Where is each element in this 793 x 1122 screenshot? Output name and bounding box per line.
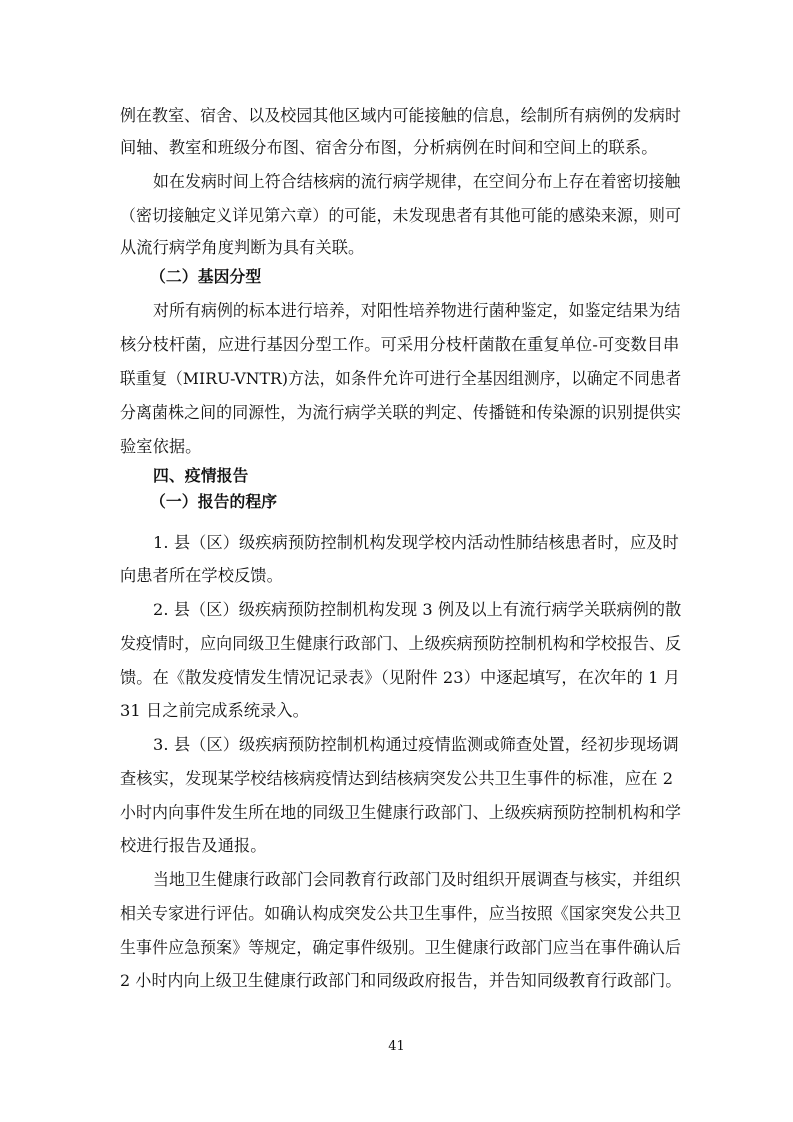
body-line: 例在教室、宿舍、以及校园其他区域内可能接触的信息，绘制所有病例的发病时 [120, 106, 682, 125]
body-line: 校进行报告及通报。 [120, 836, 267, 855]
body-line: 验室依据。 [120, 437, 202, 456]
section-heading: （一）报告的程序 [150, 492, 278, 511]
body-line: 2. 县（区）级疾病预防控制机构发现 3 例及以上有流行病学关联病例的散 [153, 600, 682, 619]
body-line: 2 小时内向上级卫生健康行政部门和同级政府报告，并告知同级教育行政部门。 [120, 971, 682, 990]
body-line: 如在发病时间上符合结核病的流行病学规律，在空间分布上存在着密切接触 [153, 172, 681, 191]
body-line: 从流行病学角度判断为具有关联。 [120, 238, 365, 257]
body-line: 联重复（MIRU-VNTR)方法，如条件允许可进行全基因组测序，以确定不同患者 [120, 369, 682, 388]
body-line: 馈。在《散发疫情发生情况记录表》（见附件 23）中逐起填写，在次年的 1 月 [120, 668, 681, 687]
section-heading: （二）基因分型 [150, 267, 262, 286]
body-line: 间轴、教室和班级分布图、宿舍分布图，分析病例在时间和空间上的联系。 [120, 138, 658, 157]
body-line: 发疫情时，应向同级卫生健康行政部门、上级疾病预防控制机构和学校报告、反 [120, 634, 682, 653]
chapter-heading: 四、疫情报告 [153, 466, 249, 485]
body-line: 3. 县（区）级疾病预防控制机构通过疫情监测或筛查处置，经初步现场调 [153, 735, 679, 754]
body-line: 向患者所在学校反馈。 [120, 566, 283, 585]
body-line: 对所有病例的标本进行培养，对阳性培养物进行菌种鉴定，如鉴定结果为结 [153, 301, 681, 320]
body-line: 生事件应急预案》等规定，确定事件级别。卫生健康行政部门应当在事件确认后 [120, 938, 682, 957]
body-line: 分离菌株之间的同源性，为流行病学关联的判定、传播链和传染源的识别提供实 [120, 403, 682, 422]
body-line: 小时内向事件发生所在地的同级卫生健康行政部门、上级疾病预防控制机构和学 [120, 803, 682, 822]
body-line: （密切接触定义详见第六章）的可能，未发现患者有其他可能的感染来源，则可 [120, 206, 682, 225]
body-line: 1. 县（区）级疾病预防控制机构发现学校内活动性肺结核患者时，应及时 [153, 533, 679, 552]
body-line: 相关专家进行评估。如确认构成突发公共卫生事件，应当按照《国家突发公共卫 [120, 904, 682, 923]
body-line: 核分枝杆菌，应进行基因分型工作。可采用分枝杆菌散在重复单位-可变数目串 [120, 335, 680, 354]
page-number: 41 [388, 1039, 405, 1054]
body-line: 31 日之前完成系统录入。 [120, 701, 309, 720]
body-line: 当地卫生健康行政部门会同教育行政部门及时组织开展调查与核实，并组织 [153, 870, 681, 889]
body-line: 查核实，发现某学校结核病疫情达到结核病突发公共卫生事件的标准，应在 2 [120, 769, 674, 788]
